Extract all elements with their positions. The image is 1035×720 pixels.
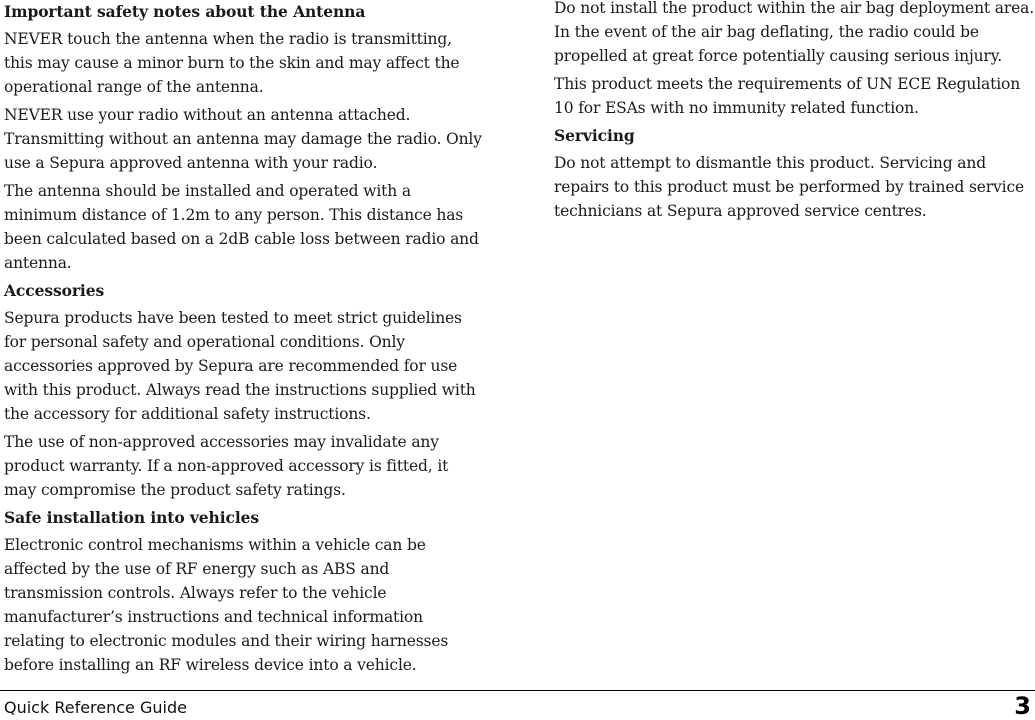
accessories-paragraph: Sepura products have been tested to meet strict guidelines for personal safety and operational conditions. Only accessories approved by Sepura are recommended for use with this product. Always read the instructions supplied with the accessory for additional safety instructions.	[4, 309, 476, 423]
antenna-paragraph: NEVER touch the antenna when the radio is transmitting, this may cause a minor burn to the skin and may affect the operational range of the antenna.	[4, 30, 460, 96]
airbag-paragraph: Do not install the product within the air bag deployment area. In the event of the air bag deflating, the radio could be propelled at great force potentially causing serious injury.	[554, 0, 1035, 65]
page-number: 3	[1014, 692, 1031, 720]
footer-title: Quick Reference Guide	[4, 698, 187, 717]
vehicles-paragraph: Electronic control mechanisms within a vehicle can be affected by the use of RF energy such as ABS and transmission controls. Always refer to the vehicle manufacturer’s instructions and technical information relating to electronic modules and their wiring harnesses before installing an RF wireless device into a vehicle.	[4, 536, 449, 674]
antenna-paragraph: NEVER use your radio without an antenna attached. Transmitting without an antenna may damage the radio. Only use a Sepura approved antenna with your radio.	[4, 106, 482, 172]
left-column	[4, 0, 484, 681]
servicing-heading: Servicing	[554, 126, 635, 145]
antenna-paragraph: The antenna should be installed and operated with a minimum distance of 1.2m to any person. This distance has been calculated based on a 2dB cable loss between radio and antenna.	[4, 182, 479, 272]
servicing-paragraph: Do not attempt to dismantle this product. Servicing and repairs to this product must be performed by trained service technicians at Sepura approved service centres.	[554, 154, 1025, 220]
footer-divider	[0, 690, 1035, 691]
regulation-paragraph: This product meets the requirements of UN ECE Regulation 10 for ESAs with no immunity related function.	[554, 75, 1021, 117]
vehicles-heading: Safe installation into vehicles	[4, 508, 260, 527]
accessories-heading: Accessories	[4, 281, 105, 300]
right-column	[554, 0, 1034, 227]
accessories-paragraph: The use of non-approved accessories may invalidate any product warranty. If a non-approved accessory is fitted, it may compromise the product safety ratings.	[4, 433, 449, 499]
antenna-heading: Important safety notes about the Antenna	[4, 2, 366, 21]
